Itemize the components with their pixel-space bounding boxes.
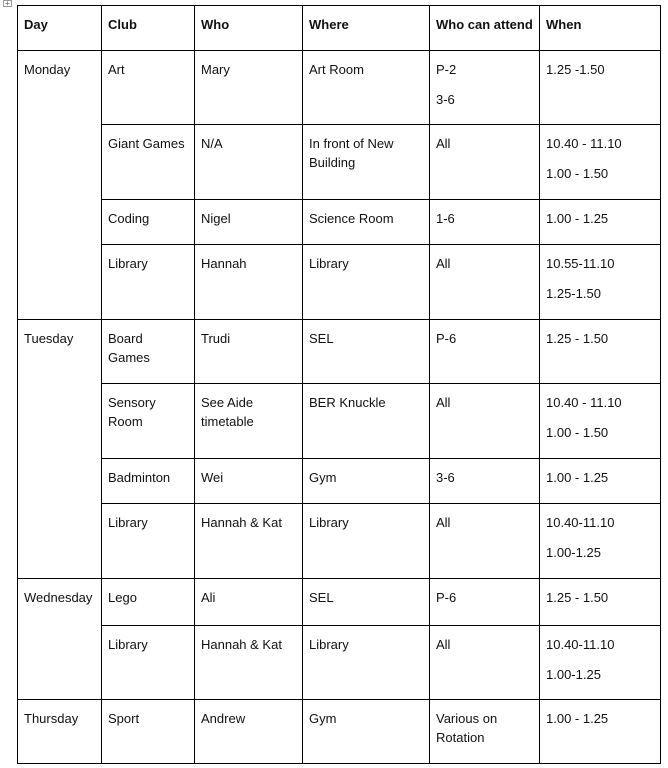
when-cell bbox=[540, 384, 661, 459]
club-cell: Badminton bbox=[102, 459, 195, 504]
who-cell: Nigel bbox=[195, 200, 303, 245]
when-cell bbox=[540, 320, 661, 384]
who-cell: Andrew bbox=[195, 700, 303, 764]
where-cell: BER Knuckle bbox=[303, 384, 430, 459]
who-cell: Ali bbox=[195, 579, 303, 626]
when-cell bbox=[540, 579, 661, 626]
when-line: 1.25 - 1.50 bbox=[546, 331, 609, 346]
attend-cell bbox=[430, 384, 540, 459]
header-where: Where bbox=[303, 6, 430, 51]
club-cell: Library bbox=[102, 245, 195, 320]
table-row bbox=[18, 125, 661, 200]
where-cell: Art Room bbox=[303, 51, 430, 125]
when-cell bbox=[540, 51, 661, 125]
table-row bbox=[18, 700, 661, 764]
when-cell bbox=[540, 245, 661, 320]
who-cell: Wei bbox=[195, 459, 303, 504]
attend-cell bbox=[430, 200, 540, 245]
header-row bbox=[18, 6, 661, 51]
who-cell: Trudi bbox=[195, 320, 303, 384]
where-cell: Gym bbox=[303, 459, 430, 504]
table-row bbox=[18, 320, 661, 384]
where-cell: Library bbox=[303, 504, 430, 579]
attend-line: 3-6 bbox=[436, 92, 455, 107]
table-row bbox=[18, 245, 661, 320]
attend-line: P-2 bbox=[436, 62, 457, 77]
day-cell-thursday: Thursday bbox=[18, 700, 102, 764]
when-line: 1.00 - 1.25 bbox=[546, 211, 609, 226]
attend-cell bbox=[430, 320, 540, 384]
club-schedule-table bbox=[17, 5, 661, 764]
when-line: 10.40-11.10 bbox=[546, 637, 615, 652]
where-cell: Library bbox=[303, 626, 430, 700]
attend-line: P-6 bbox=[436, 590, 457, 605]
when-line: 1.00 - 1.50 bbox=[546, 166, 609, 181]
attend-line: All bbox=[436, 256, 451, 271]
attend-cell bbox=[430, 245, 540, 320]
when-line: 10.40 - 11.10 bbox=[546, 395, 622, 410]
header-club: Club bbox=[102, 6, 195, 51]
where-cell: Gym bbox=[303, 700, 430, 764]
club-cell: Sport bbox=[102, 700, 195, 764]
attend-cell bbox=[430, 51, 540, 125]
day-cell-monday: Monday bbox=[18, 51, 102, 320]
when-cell bbox=[540, 504, 661, 579]
attend-cell bbox=[430, 626, 540, 700]
where-cell: SEL bbox=[303, 579, 430, 626]
where-cell: In front of New Building bbox=[303, 125, 430, 200]
who-cell: Hannah & Kat bbox=[195, 626, 303, 700]
attend-cell bbox=[430, 504, 540, 579]
where-cell: SEL bbox=[303, 320, 430, 384]
attend-line: All bbox=[436, 136, 451, 151]
header-when: When bbox=[540, 6, 661, 51]
when-line: 1.25 - 1.50 bbox=[546, 590, 609, 605]
attend-line: Various on Rotation bbox=[436, 711, 498, 745]
club-cell: Giant Games bbox=[102, 125, 195, 200]
club-cell: Coding bbox=[102, 200, 195, 245]
attend-cell bbox=[430, 459, 540, 504]
attend-line: 3-6 bbox=[436, 470, 455, 485]
club-cell: Library bbox=[102, 504, 195, 579]
when-cell bbox=[540, 125, 661, 200]
table-move-handle-icon[interactable]: + bbox=[3, 0, 12, 7]
who-cell: See Aide timetable bbox=[195, 384, 303, 459]
when-line: 1.25 -1.50 bbox=[546, 62, 605, 77]
day-cell-wednesday: Wednesday bbox=[18, 579, 102, 700]
table-row bbox=[18, 459, 661, 504]
day-cell-tuesday: Tuesday bbox=[18, 320, 102, 579]
club-cell: Art bbox=[102, 51, 195, 125]
attend-cell bbox=[430, 579, 540, 626]
attend-cell bbox=[430, 700, 540, 764]
when-line: 1.00 - 1.25 bbox=[546, 470, 609, 485]
attend-line: All bbox=[436, 637, 451, 652]
table-row bbox=[18, 579, 661, 626]
table-row bbox=[18, 51, 661, 125]
table-row bbox=[18, 626, 661, 700]
when-cell bbox=[540, 700, 661, 764]
who-cell: Mary bbox=[195, 51, 303, 125]
attend-line: All bbox=[436, 515, 451, 530]
when-line: 1.25-1.50 bbox=[546, 286, 601, 301]
club-cell: Board Games bbox=[102, 320, 195, 384]
who-cell: Hannah & Kat bbox=[195, 504, 303, 579]
attend-cell bbox=[430, 125, 540, 200]
who-cell: N/A bbox=[195, 125, 303, 200]
attend-line: P-6 bbox=[436, 331, 457, 346]
when-line: 1.00-1.25 bbox=[546, 545, 601, 560]
when-line: 10.55-11.10 bbox=[546, 256, 615, 271]
header-who: Who bbox=[195, 6, 303, 51]
table-row bbox=[18, 384, 661, 459]
when-line: 1.00 - 1.25 bbox=[546, 711, 609, 726]
when-line: 1.00 - 1.50 bbox=[546, 425, 609, 440]
where-cell: Library bbox=[303, 245, 430, 320]
table-row bbox=[18, 200, 661, 245]
where-cell: Science Room bbox=[303, 200, 430, 245]
table-row bbox=[18, 504, 661, 579]
club-cell: Sensory Room bbox=[102, 384, 195, 459]
when-cell bbox=[540, 200, 661, 245]
when-line: 10.40-11.10 bbox=[546, 515, 615, 530]
club-cell: Library bbox=[102, 626, 195, 700]
attend-line: All bbox=[436, 395, 451, 410]
when-cell bbox=[540, 626, 661, 700]
who-cell: Hannah bbox=[195, 245, 303, 320]
when-cell bbox=[540, 459, 661, 504]
club-cell: Lego bbox=[102, 579, 195, 626]
when-line: 1.00-1.25 bbox=[546, 667, 601, 682]
header-who-can-attend: Who can attend bbox=[430, 6, 540, 51]
when-line: 10.40 - 11.10 bbox=[546, 136, 622, 151]
attend-line: 1-6 bbox=[436, 211, 455, 226]
header-day: Day bbox=[18, 6, 102, 51]
